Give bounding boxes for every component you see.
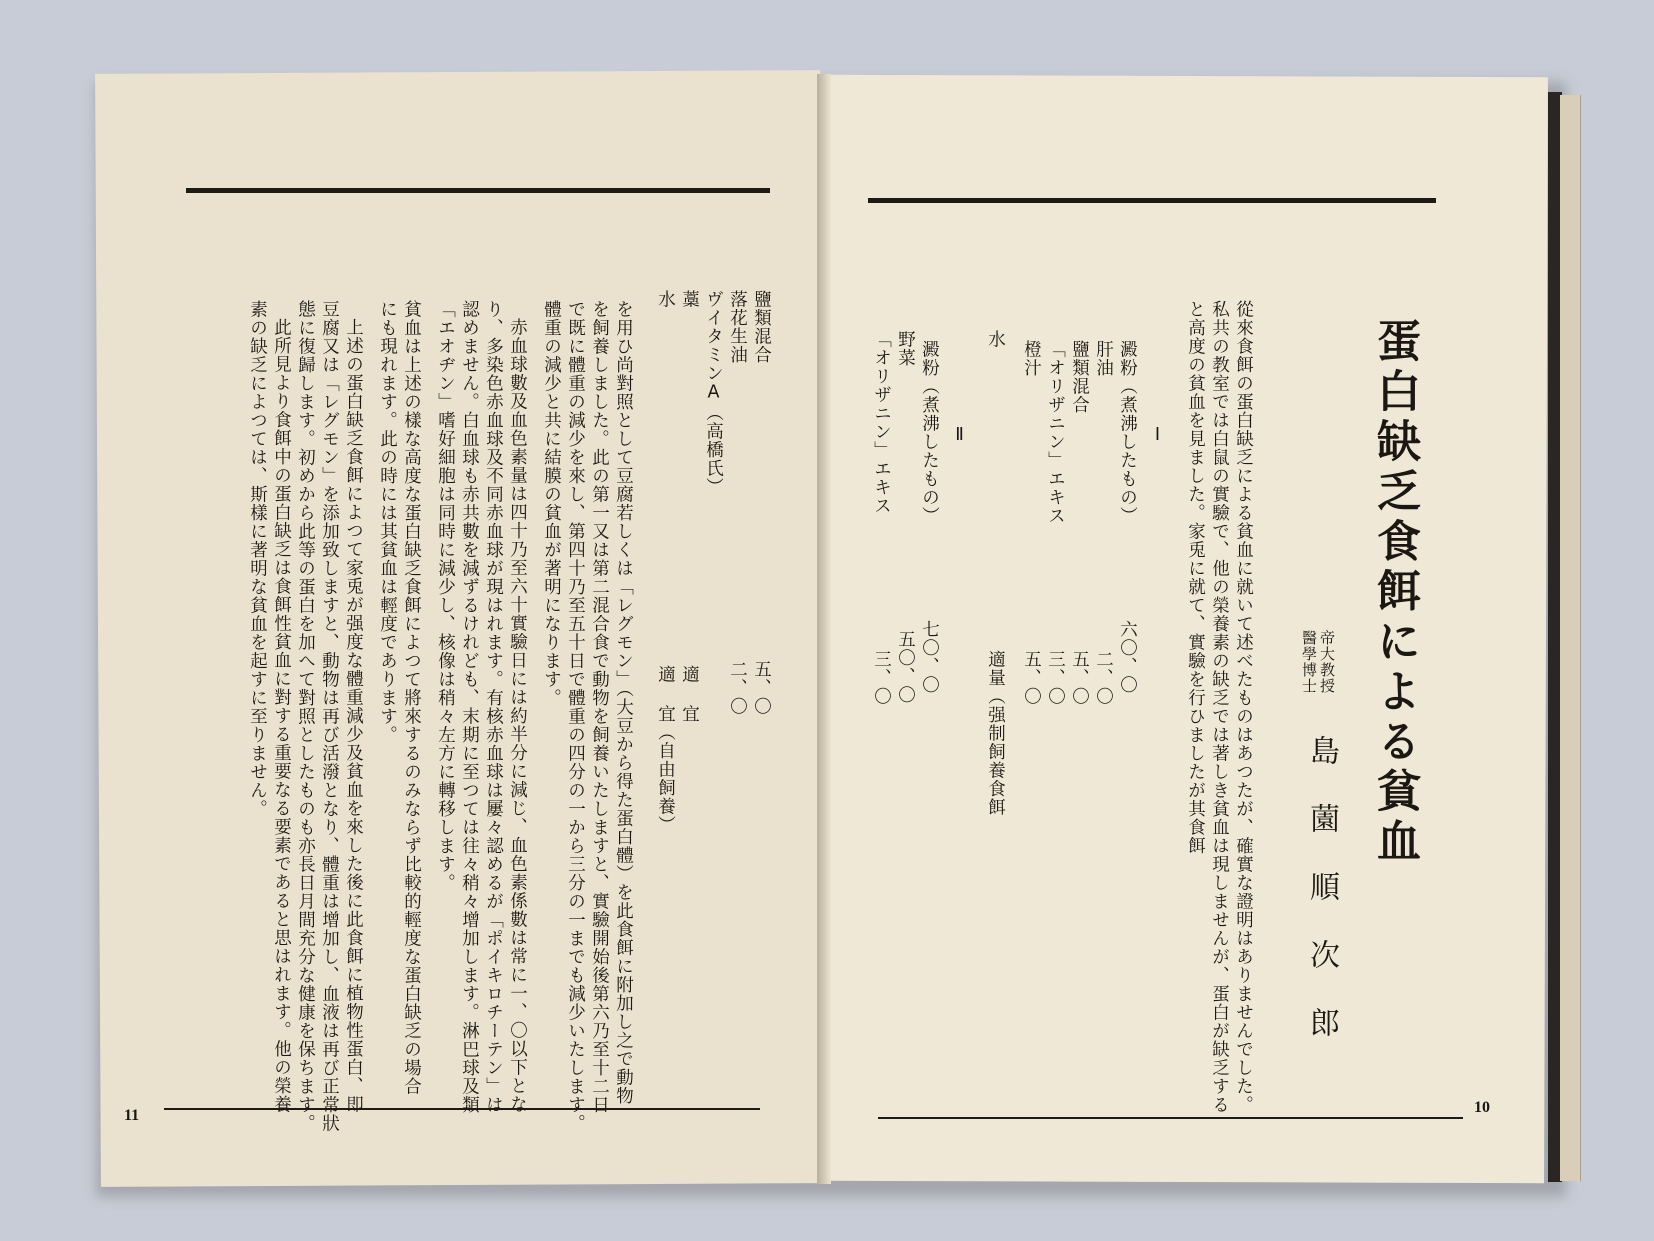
diet-item-amount: 七〇、〇 [919, 620, 940, 694]
diet-item-name: 「オリザニン」エキス [1045, 340, 1066, 525]
diet-item-amount: 五、〇 [1021, 650, 1042, 706]
diet-item-name: 野菜 [895, 330, 916, 367]
body-line: 「エオヂン」嗜好細胞は同時に減少し、核像は稍々左方に轉移します。 [435, 300, 456, 892]
diet-item-amount: 三、〇 [1045, 650, 1066, 706]
intro-line: 私共の教室では白鼠の實驗で、他の榮養素の缺乏では著しき貧血は現しませんが、蛋白が缺乏する [1209, 300, 1230, 1114]
author-name: 島薗順次郎 [1304, 735, 1339, 1075]
body-line: 體重の減少と共に結膜の貧血が著明になります。 [541, 300, 562, 707]
article-title: 蛋白缺乏食餌による貧血 [1369, 318, 1420, 868]
diet-item-amount: 二、〇 [1093, 650, 1114, 706]
body-line: 上述の蛋白缺乏食餌によつて家兎が强度な體重減少及貧血を來した後に此食餌に植物性蛋白、即 [343, 318, 364, 1114]
body-line: を飼養しました。此の第一又は第二混合食で動物を飼養いたしますと、實驗開始後第六乃至十二日 [589, 300, 610, 1114]
right-bottom-rule [878, 1117, 1463, 1119]
diet-item-amount: 三、〇 [871, 650, 892, 706]
diet-i-label: Ⅰ [1147, 425, 1168, 446]
body-line: 豆腐又は「レグモン」を添加致しますと、動物は再び活潑となり、體重は增加し、血液は再び正常狀 [319, 300, 340, 1133]
intro-line: と高度の貧血を見ました。家兎に就て、實驗を行ひましたが其食餌 [1185, 300, 1206, 855]
diet-item-name: 「オリザニン」エキス [871, 330, 892, 515]
author-affiliation-1: 帝大教授 [1318, 630, 1336, 694]
diet-item-name: 藁 [679, 290, 700, 309]
page-number-right: 10 [1474, 1099, 1490, 1116]
diet-item-name: ヴイタミンA（高橋氏） [703, 290, 724, 496]
diet-item-amount: 二、〇 [727, 660, 748, 716]
body-line: 態に復歸します。初めから此等の蛋白を加へて對照としたものも亦長日月間充分な健康を保ちます。 [295, 300, 316, 1133]
book-spine [817, 74, 831, 1184]
diet-item-amount: 五、〇 [751, 660, 772, 716]
diet-item-amount: 適 宜 [679, 665, 700, 723]
diet-item-name: 橙汁 [1021, 340, 1042, 377]
diet-item-name: 鹽類混合 [1069, 340, 1090, 414]
diet-item-name: 澱粉（煮沸したもの） [919, 340, 940, 525]
diet-ii-label: Ⅱ [949, 425, 970, 446]
body-line: り、多染色赤血球及不同赤血球が現はれます。有核赤血球は屢々認めるが「ポイキロチーテン」は [483, 300, 504, 1114]
diet-item-name: 肝油 [1093, 340, 1114, 377]
diet-item-name: 水 [985, 330, 1006, 349]
left-top-rule [186, 188, 770, 193]
right-top-rule [868, 198, 1436, 203]
diet-item-amount: 適量（强制飼養食餌 [985, 650, 1006, 817]
author-affiliation-2: 醫學博士 [1300, 630, 1318, 694]
diet-item-name: 鹽類混合 [751, 290, 772, 364]
body-line: を用ひ尚對照として豆腐若しくは「レグモン」（大豆から得た蛋白體）を此食餌に附加し之で動物 [613, 300, 634, 1106]
body-line: にも現れます。此の時には其貧血は輕度であります。 [377, 300, 398, 744]
diet-item-name: 澱粉（煮沸したもの） [1117, 340, 1138, 525]
diet-item-amount: 適 宜（自由飼養） [655, 665, 676, 834]
body-line: 貧血は上述の樣な高度な蛋白缺乏食餌によつて將來するのみならず比較的輕度な蛋白缺乏の場合 [401, 300, 422, 1096]
body-line: 赤血球數及血色素量は四十乃至六十實驗日には約半分に減じ、血色素係數は常に一、〇以下とな [507, 318, 528, 1114]
body-line: 素の缺乏によつては、斯樣に著明な貧血を起すに至りません。 [247, 300, 268, 818]
body-line: 認めません。白血球も赤共數を減ずるけれども、末期に至つては往々稍々增加します。淋巴球及類 [459, 300, 480, 1114]
diet-item-amount: 五〇、〇 [895, 630, 916, 704]
diet-item-amount: 五、〇 [1069, 650, 1090, 706]
page-edges [1560, 95, 1581, 1181]
intro-line: 從來食餌の蛋白缺乏による貧血に就いて述べたものはあつたが、確實な證明はありませんでした。 [1233, 300, 1254, 1114]
diet-item-name: 水 [655, 290, 676, 309]
page-number-left: 11 [124, 1107, 140, 1124]
diet-item-name: 落花生油 [727, 290, 748, 364]
body-line: で既に體重の減少を來し、第四十乃至五十日で體重の四分の一から三分の一までも減少いたします。 [565, 300, 586, 1133]
diet-item-amount: 六〇、〇 [1117, 620, 1138, 694]
body-line: 此所見より食餌中の蛋白缺乏は食餌性貧血に對する重要なる要素であると思はれます。他の榮養 [271, 318, 292, 1114]
